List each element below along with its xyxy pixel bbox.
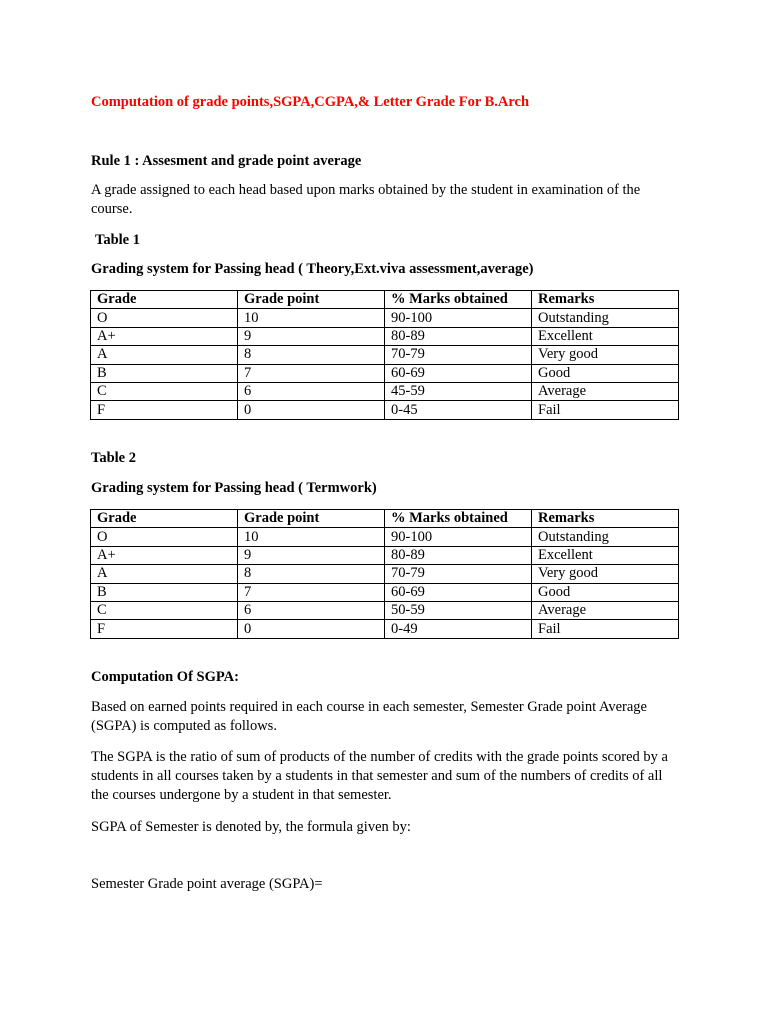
table-cell: 7 xyxy=(238,583,385,601)
table-cell: Good xyxy=(532,583,679,601)
column-header: Grade point xyxy=(238,510,385,528)
table-row xyxy=(91,346,679,364)
table-row xyxy=(91,565,679,583)
column-header: Grade xyxy=(91,291,238,309)
table-row xyxy=(91,620,679,638)
table-cell: 8 xyxy=(238,565,385,583)
table-cell: 70-79 xyxy=(385,346,532,364)
column-header: Grade xyxy=(91,510,238,528)
table-cell: 50-59 xyxy=(385,601,532,619)
table-row xyxy=(91,327,679,345)
document-title: Computation of grade points,SGPA,CGPA,& Letter Grade For B.Arch xyxy=(91,94,530,110)
sgpa-paragraph-2: The SGPA is the ratio of sum of products of the number of credits with the grade points scored by a students in all courses taken by a students in that semester and sum of the numbers of credits of all the courses undergone by a student in that semester. xyxy=(91,749,668,803)
column-header: % Marks obtained xyxy=(385,291,532,309)
table2-caption: Grading system for Passing head ( Termwork) xyxy=(91,480,377,496)
table-cell: 7 xyxy=(238,364,385,382)
table-cell: B xyxy=(91,364,238,382)
table-cell: 0-45 xyxy=(385,401,532,419)
table-row xyxy=(91,583,679,601)
table-cell: 80-89 xyxy=(385,327,532,345)
table-cell: 70-79 xyxy=(385,565,532,583)
rule1-text: A grade assigned to each head based upon marks obtained by the student in examination of the course. xyxy=(91,182,641,217)
table-cell: F xyxy=(91,620,238,638)
sgpa-heading: Computation Of SGPA: xyxy=(91,669,239,685)
table-cell: B xyxy=(91,583,238,601)
table-header-row xyxy=(91,291,679,309)
table-cell: 80-89 xyxy=(385,546,532,564)
sgpa-formula: Semester Grade point average (SGPA)= xyxy=(91,876,323,892)
table-cell: Outstanding xyxy=(532,528,679,546)
table-cell: 45-59 xyxy=(385,382,532,400)
table2-grading xyxy=(90,509,679,639)
column-header: Grade point xyxy=(238,291,385,309)
table-cell: 0 xyxy=(238,401,385,419)
table-cell: Fail xyxy=(532,620,679,638)
table-cell: 90-100 xyxy=(385,309,532,327)
table-cell: 9 xyxy=(238,327,385,345)
table-cell: Good xyxy=(532,364,679,382)
table-cell: A xyxy=(91,346,238,364)
table-cell: 60-69 xyxy=(385,583,532,601)
table-row xyxy=(91,528,679,546)
table-cell: A xyxy=(91,565,238,583)
sgpa-paragraph-1: Based on earned points required in each course in each semester, Semester Grade point Average (SGPA) is computed as follows. xyxy=(91,699,647,734)
table-cell: 60-69 xyxy=(385,364,532,382)
table1-caption: Grading system for Passing head ( Theory,Ext.viva assessment,average) xyxy=(91,261,534,277)
table-cell: 0-49 xyxy=(385,620,532,638)
table-header-row xyxy=(91,510,679,528)
table2-label: Table 2 xyxy=(91,450,136,466)
table-cell: Excellent xyxy=(532,327,679,345)
table-cell: 6 xyxy=(238,382,385,400)
table-cell: O xyxy=(91,309,238,327)
table-cell: C xyxy=(91,601,238,619)
table1-label: Table 1 xyxy=(95,232,140,248)
table-cell: Average xyxy=(532,601,679,619)
table-cell: 90-100 xyxy=(385,528,532,546)
table-row xyxy=(91,601,679,619)
table-cell: 6 xyxy=(238,601,385,619)
table-cell: A+ xyxy=(91,546,238,564)
column-header: % Marks obtained xyxy=(385,510,532,528)
table-row xyxy=(91,364,679,382)
table-cell: Excellent xyxy=(532,546,679,564)
table-cell: Average xyxy=(532,382,679,400)
table-cell: O xyxy=(91,528,238,546)
table-cell: 0 xyxy=(238,620,385,638)
table-cell: 10 xyxy=(238,528,385,546)
column-header: Remarks xyxy=(532,510,679,528)
table-cell: F xyxy=(91,401,238,419)
column-header: Remarks xyxy=(532,291,679,309)
table-cell: C xyxy=(91,382,238,400)
table-cell: 10 xyxy=(238,309,385,327)
table-cell: Very good xyxy=(532,346,679,364)
table-cell: Fail xyxy=(532,401,679,419)
table-row xyxy=(91,546,679,564)
table-cell: 9 xyxy=(238,546,385,564)
table-row xyxy=(91,382,679,400)
rule1-heading: Rule 1 : Assesment and grade point average xyxy=(91,153,362,169)
table-cell: Outstanding xyxy=(532,309,679,327)
table-row xyxy=(91,309,679,327)
sgpa-paragraph-3: SGPA of Semester is denoted by, the formula given by: xyxy=(91,819,411,835)
table1-grading xyxy=(90,290,679,420)
table-row xyxy=(91,401,679,419)
table-cell: 8 xyxy=(238,346,385,364)
table-cell: Very good xyxy=(532,565,679,583)
table-cell: A+ xyxy=(91,327,238,345)
